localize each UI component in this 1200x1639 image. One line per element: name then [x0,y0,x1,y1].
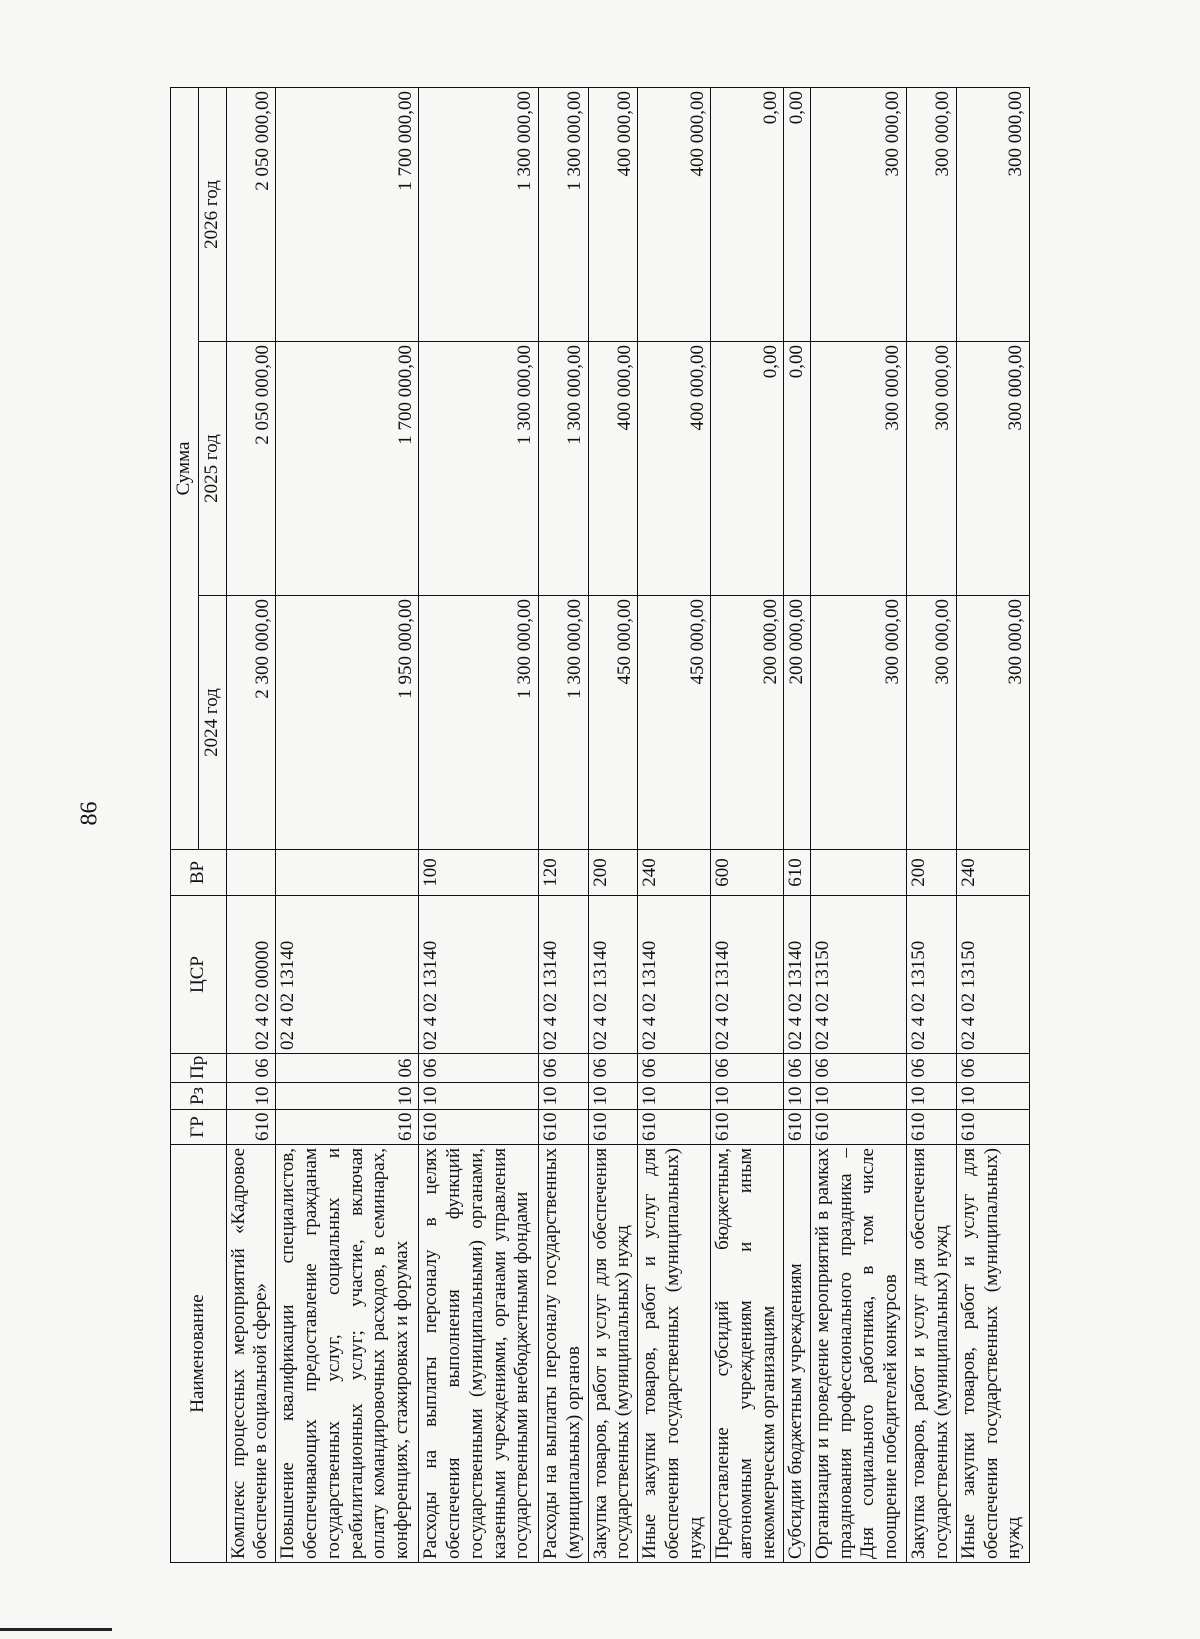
row-2024: 1 300 000,00 [419,596,539,850]
header-sum: Сумма [171,87,199,849]
row-2026: 300 000,00 [810,87,906,341]
row-2026: 400 000,00 [638,87,711,341]
table-row [538,87,588,1562]
header-2024: 2024 год [198,596,226,850]
row-2025: 0,00 [784,342,810,596]
rotated-table-wrapper [170,88,1030,1563]
row-2026: 2 050 000,00 [226,87,276,341]
row-vr: 240 [956,850,1029,896]
row-gr: 610 [956,1110,1029,1145]
row-2026: 300 000,00 [907,87,957,341]
row-vr: 610 [784,850,810,896]
row-2026: 1 300 000,00 [538,87,588,341]
row-gr: 610 [276,1110,419,1145]
row-2026: 0,00 [711,87,784,341]
row-name: Организация и проведение мероприятий в рамках празднования профессионального праздника – Дня социального работника, в том числе поощрение победителей конкурсов [810,1145,906,1563]
row-csr: 02 4 02 13150 [810,896,906,1054]
row-name: Повышение квалификации специалистов, обеспечивающих предоставление гражданам государственных услуг, социальных и реабилитационных услуг; участие, включая оплату командировочных расходов, в семинарах, конференциях, стажировках и форумах [276,1145,419,1563]
row-name: Иные закупки товаров, работ и услуг для обеспечения государственных (муниципальных) нужд [956,1145,1029,1563]
row-2024: 450 000,00 [638,596,711,850]
row-2026: 300 000,00 [956,87,1029,341]
row-name: Предоставление субсидий бюджетным, автономным учреждениям и иным некоммерческим организациям [711,1145,784,1563]
row-gr: 610 [638,1110,711,1145]
row-rz: 10 [276,1083,419,1110]
row-name: Закупка товаров, работ и услуг для обеспечения государственных (муниципальных) нужд [588,1145,638,1563]
table-row [419,87,539,1562]
row-2026: 1 700 000,00 [276,87,419,341]
row-2024: 300 000,00 [956,596,1029,850]
row-2025: 300 000,00 [956,342,1029,596]
row-rz: 10 [538,1083,588,1110]
row-2025: 400 000,00 [588,342,638,596]
row-csr: 02 4 02 13140 [276,896,419,1054]
row-vr [226,850,276,896]
row-csr: 02 4 02 00000 [226,896,276,1054]
header-csr: ЦСР [171,896,227,1054]
table-row [907,87,957,1562]
row-rz: 10 [810,1083,906,1110]
row-2024: 200 000,00 [711,596,784,850]
row-pr: 06 [956,1054,1029,1083]
row-gr: 610 [226,1110,276,1145]
row-pr: 06 [711,1054,784,1083]
row-vr [810,850,906,896]
row-2025: 1 300 000,00 [538,342,588,596]
row-csr: 02 4 02 13150 [907,896,957,1054]
row-rz: 10 [638,1083,711,1110]
row-2024: 300 000,00 [810,596,906,850]
row-2024: 450 000,00 [588,596,638,850]
row-2024: 200 000,00 [784,596,810,850]
table-row [810,87,906,1562]
table-row [711,87,784,1562]
row-2024: 1 300 000,00 [538,596,588,850]
budget-table [170,87,1030,1563]
row-2026: 400 000,00 [588,87,638,341]
row-pr: 06 [907,1054,957,1083]
row-pr: 06 [588,1054,638,1083]
row-2025: 0,00 [711,342,784,596]
row-2025: 300 000,00 [907,342,957,596]
row-rz: 10 [419,1083,539,1110]
row-2026: 0,00 [784,87,810,341]
row-vr: 200 [588,850,638,896]
table-row [588,87,638,1562]
row-gr: 610 [810,1110,906,1145]
header-gr: ГР [171,1110,227,1145]
row-pr: 06 [784,1054,810,1083]
row-vr: 120 [538,850,588,896]
table-row [276,87,419,1562]
row-name: Иные закупки товаров, работ и услуг для обеспечения государственных (муниципальных) нужд [638,1145,711,1563]
row-2024: 2 300 000,00 [226,596,276,850]
row-name: Субсидии бюджетным учреждениям [784,1145,810,1563]
table-row [784,87,810,1562]
table-row [638,87,711,1562]
row-csr: 02 4 02 13140 [538,896,588,1054]
row-rz: 10 [784,1083,810,1110]
row-2025: 1 700 000,00 [276,342,419,596]
row-rz: 10 [226,1083,276,1110]
row-gr: 610 [419,1110,539,1145]
row-name: Закупка товаров, работ и услуг для обеспечения государственных (муниципальных) нужд [907,1145,957,1563]
row-csr: 02 4 02 13140 [711,896,784,1054]
row-vr [276,850,419,896]
page-number: 86 [76,801,103,826]
row-name: Расходы на выплаты персоналу государственных (муниципальных) органов [538,1145,588,1563]
row-pr: 06 [419,1054,539,1083]
header-vr: ВР [171,850,227,896]
row-2025: 400 000,00 [638,342,711,596]
row-2026: 1 300 000,00 [419,87,539,341]
row-name: Комплекс процессных мероприятий «Кадровое обеспечение в социальной сфере» [226,1145,276,1563]
row-pr: 06 [538,1054,588,1083]
row-rz: 10 [956,1083,1029,1110]
row-vr: 200 [907,850,957,896]
row-csr: 02 4 02 13140 [638,896,711,1054]
header-pr: Пр [171,1054,227,1083]
row-rz: 10 [711,1083,784,1110]
row-vr: 240 [638,850,711,896]
header-2026: 2026 год [198,87,226,341]
row-gr: 610 [907,1110,957,1145]
row-gr: 610 [588,1110,638,1145]
header-name: Наименование [171,1145,227,1563]
header-rz: Рз [171,1083,227,1110]
row-gr: 610 [711,1110,784,1145]
row-pr: 06 [638,1054,711,1083]
row-pr: 06 [226,1054,276,1083]
row-2024: 1 950 000,00 [276,596,419,850]
row-pr: 06 [276,1054,419,1083]
row-csr: 02 4 02 13150 [956,896,1029,1054]
row-vr: 100 [419,850,539,896]
header-2025: 2025 год [198,342,226,596]
scan-edge-mark [0,1628,112,1631]
table-row [956,87,1029,1562]
row-gr: 610 [538,1110,588,1145]
row-rz: 10 [907,1083,957,1110]
row-2025: 2 050 000,00 [226,342,276,596]
row-csr: 02 4 02 13140 [784,896,810,1054]
row-vr: 600 [711,850,784,896]
row-2025: 1 300 000,00 [419,342,539,596]
table-row [226,87,276,1562]
row-2025: 300 000,00 [810,342,906,596]
row-csr: 02 4 02 13140 [419,896,539,1054]
row-csr: 02 4 02 13140 [588,896,638,1054]
row-rz: 10 [588,1083,638,1110]
row-pr: 06 [810,1054,906,1083]
row-gr: 610 [784,1110,810,1145]
row-name: Расходы на выплаты персоналу в целях обеспечения выполнения функций государственными (муниципальными) органами, казенными учреждениями, органами управления государственными внебюджетными фондами [419,1145,539,1563]
row-2024: 300 000,00 [907,596,957,850]
